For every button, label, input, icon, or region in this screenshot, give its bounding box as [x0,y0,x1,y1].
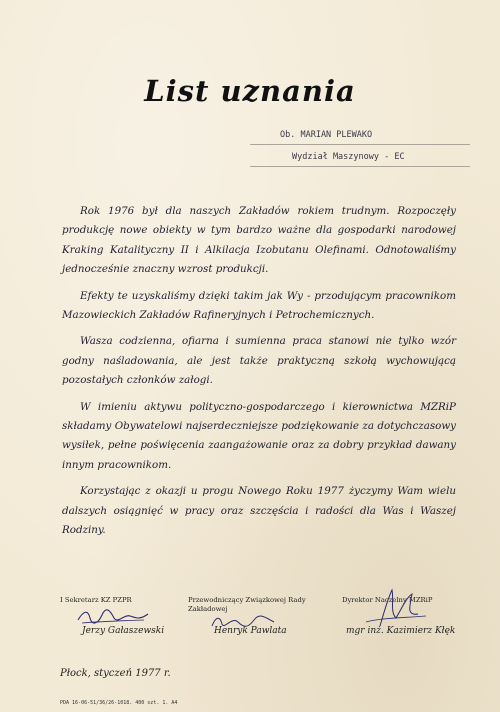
name-underline [250,144,470,145]
department-underline [250,166,470,167]
recipient-department: Wydział Maszynowy - EC [292,152,405,162]
signatory-3 [342,596,460,636]
signatory-3-role: Dyrektor Naczelny MZRiP [342,596,433,604]
recipient-block [250,126,470,170]
print-reference: PDA 16-06-51/36/26-1018. 400 szt. 1. A4 [60,700,178,706]
paragraph-3: Wasza codzienna, ofiarna i sumienna praca stanowi nie tylko wzór godny naśladowania, ale jest także praktyczną szkołą wychowującą pozostałych członków załogi. [62,335,456,387]
signatory-3-name: mgr inż. Kazimierz Kłęk [346,626,456,636]
handwritten-signature-1 [74,606,154,628]
signatures [60,596,460,656]
paragraph-2: Efekty te uzyskaliśmy dzięki takim jak Wy - przodującym pracownikom Mazowieckich Zakładów Rafineryjnych i Petrochemicznych. [62,289,456,322]
handwritten-signature-3 [360,588,430,628]
paragraph-5: Korzystając z okazji u progu Nowego Roku 1977 życzymy Wam wielu dalszych osiągnięć w pracy oraz szczęścia i radości dla Was i Waszej Rodziny. [62,485,456,537]
signatory-2-role: Przewodniczący Związkowej Rady Zakładowej [188,596,306,613]
place-and-date: Płock, styczeń 1977 r. [60,668,171,679]
signatory-1-name: Jerzy Gałaszewski [82,626,165,636]
paragraph-1: Rok 1976 był dla naszych Zakładów rokiem trudnym. Rozpoczęły produkcję nowe obiekty w tym bardzo ważne dla gospodarki narodowej Kraking Katalityczny II i Alkilacja Izobutanu Olefinami. Odnotowaliśmy jednocześnie znaczny wzrost produkcji. [62,205,456,276]
signatory-1-role: I Sekretarz KZ PZPR [60,596,132,604]
recipient-department-line [250,148,470,170]
signatory-2 [188,596,338,636]
signatory-2-name: Henryk Pawlata [214,626,287,636]
document-title: List uznania [144,74,356,108]
signatory-1 [60,596,180,636]
paragraph-4: W imieniu aktywu polityczno-gospodarczego i kierownictwa MZRiP składamy Obywatelowi najserdeczniejsze podziękowanie za dotychczasowy wysiłek, pełne poświęcenia zaangażowanie oraz za dobry przykład dawany innym pracownikom. [62,400,456,471]
letter-body [62,202,456,548]
recipient-name: Ob. MARIAN PLEWAKO [280,130,373,140]
recipient-name-line [250,126,470,148]
